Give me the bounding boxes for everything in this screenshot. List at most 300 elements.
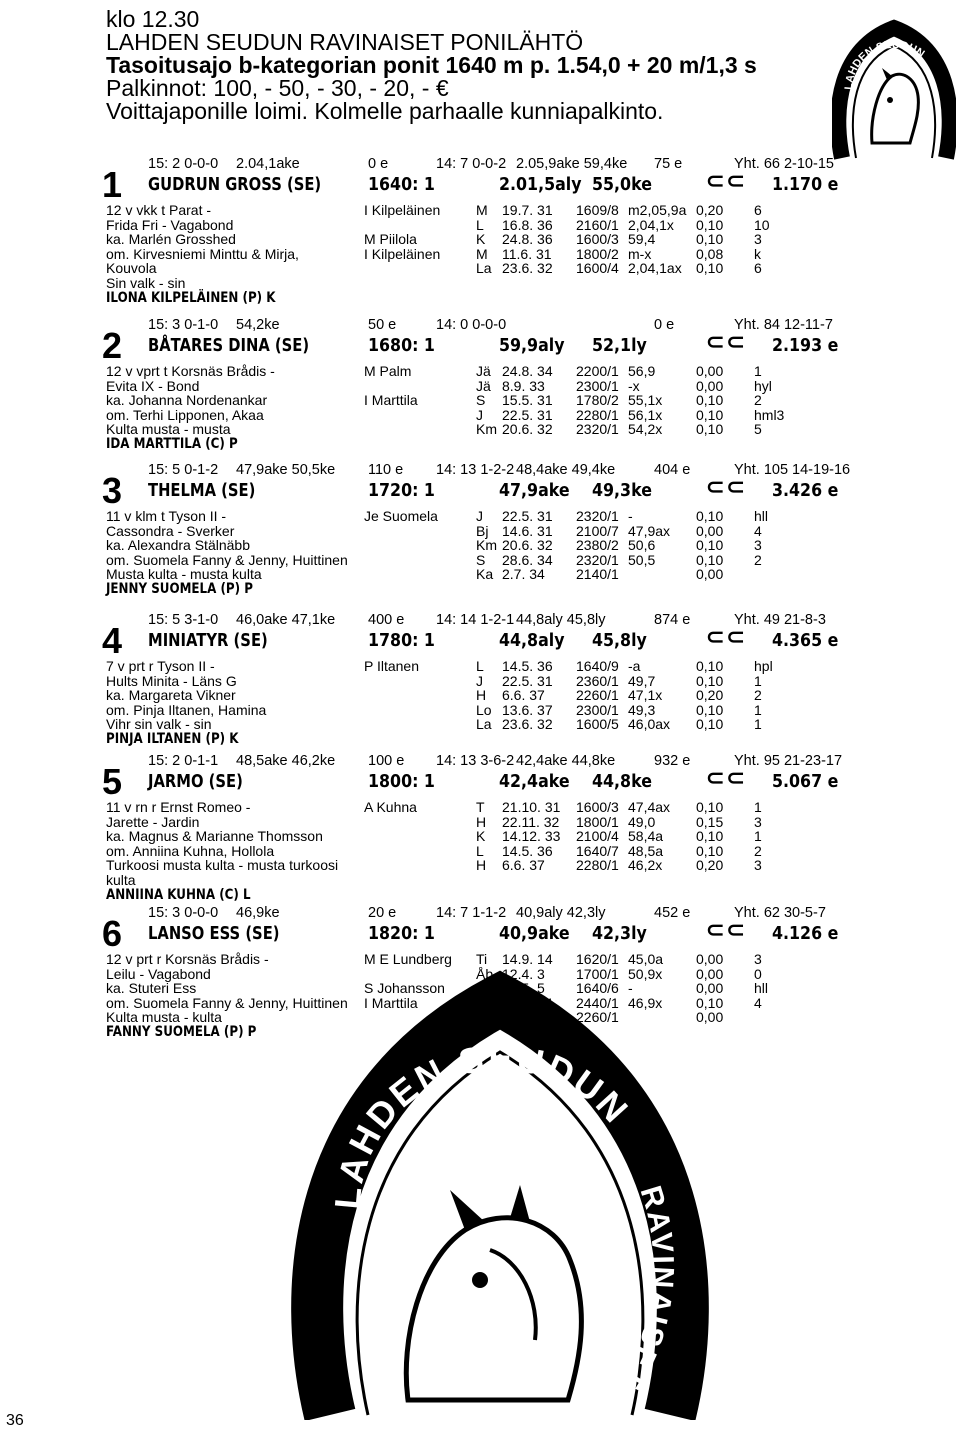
race-cell: 0,10 [696,392,724,409]
race-cell: 0,20 [696,687,724,704]
info-line: 12 v prt r Korsnäs Brådis - [106,951,269,967]
race-cell: 1 [754,363,762,379]
race-cell: 55,1x [628,392,663,409]
info-line: kulta [106,872,136,888]
race-cell: 5 [754,421,762,438]
race-cell: hml3 [754,406,785,423]
record-volt: 55,0ke [592,174,652,195]
race-cell: Bj [476,522,489,539]
stats-2015-earnings: 50 e [368,317,397,333]
race-cell: 1609/8 [576,202,619,218]
race-cell: S [476,392,486,409]
race-cell: 2100/7 [576,522,619,539]
stats-2015-record: 46,0ake 47,1ke [236,612,336,628]
race-cell: -x [628,377,640,394]
race-cell: 0,08 [696,245,724,262]
race-cell: 22.5. 31 [502,406,553,423]
stats-2014-earnings: 0 e [654,317,675,333]
info-line: Sin valk - sin [106,275,186,291]
race-cell: 16.8. 36 [502,216,553,233]
info-line: Musta kulta - musta kulta [106,566,262,583]
race-cell: 1700/1 [576,965,619,982]
info-line: Kulta musta - musta [106,421,231,438]
race-cell: La [476,260,492,277]
race-cell: 2380/2 [576,537,619,554]
info-line: ka. Johanna Nordenankar [106,392,268,409]
horse-name: LANSO ESS (SE) [148,923,280,944]
record-auto: 44,8aly [499,630,565,651]
race-cell: 23.6. 32 [502,716,553,733]
stats-2014-earnings: 75 e [654,156,683,172]
race-cell: 2320/1 [576,421,619,438]
stats-2014: 14: 13 1-2-2 [436,462,515,478]
info-line: om. Terhi Lipponen, Akaa [106,406,264,423]
race-cell: J [476,406,483,423]
race-cell: 2,04,1x [628,216,674,233]
race-cell: 2280/1 [576,857,619,874]
stats-2015-record: 2.04,1ake [236,156,300,172]
stats-2015-record: 46,9ke [236,905,280,921]
race-cell: 22.5. 31 [502,672,553,689]
race-cell: 56,9 [628,363,656,379]
race-cell: 0,10 [696,260,724,277]
horse-entry [102,462,851,603]
stats-2015-earnings: 400 e [368,612,405,628]
race-cell: 49,3 [628,701,656,718]
record-auto: 2.01,5aly [499,174,582,195]
trainer-name: Je Suomela [364,508,438,524]
info-line: Cassondra - Sverker [106,522,235,539]
race-time: klo 12.30 [106,6,200,32]
race-cell: L [476,842,484,859]
race-cell: 4 [754,522,762,539]
stats-total: Yht. 62 30-5-7 [734,905,826,921]
race-cell: 10 [754,216,770,233]
shoe-icon: ⊂⊂ [706,168,747,193]
driver-name: IDA MARTTILA (C) P [106,436,238,452]
race-cell: 0,10 [696,658,724,674]
race-cell: 0,10 [696,508,724,524]
race-cell: - [628,508,633,524]
race-cell: 22.11. 32 [502,813,560,830]
stats-2014: 14: 7 1-1-2 [436,905,507,921]
race-cell: 2300/1 [576,377,619,394]
record-volt: 49,3ke [592,480,652,501]
race-cell: 0 [754,965,762,982]
horse-entry [102,156,846,306]
race-cell: Jä [476,363,491,379]
info-line: Vihr sin valk - sin [106,716,212,733]
race-cell: 49,7 [628,672,656,689]
horse-entry [102,905,846,1046]
race-cell: 1640/6 [576,980,619,997]
race-cell: 2 [754,842,762,859]
shoe-icon: ⊂⊂ [706,329,747,354]
race-cell: 2360/1 [576,672,619,689]
race-cell: Jä [476,980,491,997]
race-cell: 0,00 [696,965,724,982]
race-cell: -a [628,658,641,674]
race-cell: Ka [476,566,494,583]
race-cell: 49,0 [628,813,656,830]
start-distance: 1640: 1 [368,174,435,195]
race-cell: 24.8. 36 [502,231,553,248]
race-cell: 3 [754,951,762,967]
race-cell: 0,10 [696,421,724,438]
start-number: 5 [102,761,123,802]
race-cell: 0,10 [696,672,724,689]
race-cell: 0,00 [696,566,724,583]
race-cell: 2320/1 [576,551,619,568]
driver-name: ANNIINA KUHNA (C) L [106,886,251,903]
trainer-name: M Palm [364,363,412,379]
race-cell: 28.6. 34 [502,551,553,568]
horse-entry [102,612,846,753]
stats-total: Yht. 105 14-19-16 [734,462,851,478]
race-note: Voittajaponille loimi. Kolmelle parhaalle kunniapalkinto. [106,98,664,124]
race-cell: 2260/1 [576,1009,619,1026]
race-cell: 2260/1 [576,687,619,704]
shoe-icon: ⊂⊂ [706,765,747,790]
race-cell: 1600/3 [576,799,619,815]
stats-2014-earnings: 932 e [654,753,691,769]
start-number: 4 [102,620,123,661]
race-cell: 6 [754,202,762,218]
race-cell: 3 [754,857,762,874]
race-cell: Km [476,421,497,438]
trainer-name: I Marttila [364,392,418,409]
record-volt: 44,8ke [592,771,652,792]
stats-2015: 15: 2 0-1-1 [148,753,219,769]
race-cell: 46,0ax [628,716,671,733]
race-cell: hpl [754,658,773,674]
race-cell: 0,10 [696,701,724,718]
info-line: 11 v rn r Ernst Romeo - [106,799,251,815]
race-cell: 22.5. 31 [502,508,553,524]
trainer-name: S Johansson [364,980,445,997]
info-line: Frida Fri - Vagabond [106,216,234,233]
race-cell: 2440/1 [576,994,619,1011]
info-line: om. Anniina Kuhna, Hollola [106,842,275,859]
race-cell: 0,10 [696,994,724,1011]
race-cell: 19.7. 31 [502,202,553,218]
race-cell: 0,00 [696,363,724,379]
race-cell: 3 [754,813,762,830]
race-cell: 17.5. 5 [502,980,545,997]
info-line: Kulta musta - kulta [106,1009,222,1026]
race-cell: 1600/4 [576,260,619,277]
race-cell: 59,4 [628,231,656,248]
race-cell: 3 [754,537,762,554]
race-cell: Jä [476,377,491,394]
trainer-name: I Marttila [364,994,418,1011]
info-line: Jarette - Jardin [106,813,200,830]
race-cell: 0,15 [696,813,724,830]
race-cell: 14.5. 36 [502,842,553,859]
trainer-name: M Piilola [364,231,417,248]
driver-name: ILONA KILPELÄINEN (P) K [106,289,276,306]
race-cell: 1640/9 [576,658,619,674]
race-cell: 0,20 [696,857,724,874]
race-cell: 0,00 [696,951,724,967]
race-cell: 24.8. 34 [502,363,553,379]
info-line: 7 v prt r Tyson II - [106,658,215,674]
race-cell: 54,2x [628,421,663,438]
stats-2014-record: 44,8aly 45,8ly [516,612,606,628]
earnings-total: 5.067 e [772,771,839,792]
stats-2015: 15: 3 0-1-0 [148,317,219,333]
race-cell: 0,00 [696,522,724,539]
race-cell: 2300/1 [576,701,619,718]
race-header [106,8,826,123]
race-cell: 47,9ax [628,522,671,539]
race-cell: L [476,658,484,674]
stats-2015: 15: 5 3-1-0 [148,612,219,628]
race-cell: Ti [476,951,488,967]
race-cell: 45,0a [628,951,664,967]
race-cell: 1 [754,701,762,718]
race-cell: 2160/1 [576,216,619,233]
race-cell: 1 [754,828,762,845]
trainer-name: I Kilpeläinen [364,202,441,218]
info-line: ka. Magnus & Marianne Thomsson [106,828,323,845]
race-cell: hll [754,508,769,524]
race-cell: 46,9x [628,994,663,1011]
start-distance: 1720: 1 [368,480,435,501]
logo-text-top: LAHDEN SEUDUN [842,38,927,91]
race-cell: 0,10 [696,551,724,568]
info-line: ka. Stuteri Ess [106,980,197,997]
info-line: 12 v vkk t Parat - [106,202,212,218]
race-cell: 11.6. 31 [502,245,552,262]
race-cell: 2,04,1ax [628,260,682,277]
stats-2015-earnings: 0 e [368,156,389,172]
info-line: ka. Marlén Grosshed [106,231,236,248]
stats-2015-earnings: 100 e [368,753,405,769]
race-cell: 47,1x [628,687,663,704]
race-cell: 1780/2 [576,392,619,409]
horse-name: MINIATYR (SE) [148,630,268,651]
info-line: ka. Margareta Vikner [106,687,236,704]
race-cell: 50,5 [628,551,656,568]
race-cell: 0,10 [696,537,724,554]
race-cell: 1620/1 [576,951,619,967]
race-cell: 4 [754,994,762,1011]
info-line: Kouvola [106,260,157,277]
start-distance: 1800: 1 [368,771,435,792]
record-auto: 42,4ake [499,771,570,792]
stats-2014-record: 48,4ake 49,4ke [516,462,616,478]
trainer-name: I Kilpeläinen [364,245,441,262]
race-cell: m-x [628,245,652,262]
race-cell: K [476,828,486,845]
info-line: Turkoosi musta kulta - musta turkoosi [106,857,339,874]
race-cell: 14.5. 36 [502,658,553,674]
driver-name: FANNY SUOMELA (P) P [106,1024,257,1040]
race-cell: 0,10 [696,231,724,248]
driver-name: JENNY SUOMELA (P) P [106,581,253,597]
race-cell: 6.6. 37 [502,687,545,704]
stats-2014: 14: 14 1-2-1 [436,612,515,628]
driver-name: PINJA ILTANEN (P) K [106,731,239,747]
race-cell: 2100/4 [576,828,619,845]
start-number: 6 [102,913,123,954]
stats-2014-record: 2.05,9ake 59,4ke [516,156,628,172]
race-cell: 23.6. 32 [502,260,553,277]
race-cell: - [628,980,633,997]
record-auto: 40,9ake [499,923,570,944]
info-line: om. Kirvesniemi Minttu & Mirja, [106,245,299,262]
start-distance: 1680: 1 [368,335,435,356]
stats-2014-earnings: 404 e [654,462,691,478]
stats-total: Yht. 84 12-11-7 [734,317,833,333]
race-cell: 50,6 [628,537,656,554]
race-cell: 0,00 [696,1009,724,1026]
race-cell: 3 [754,231,762,248]
race-cell: m2,05,9a [628,202,687,218]
race-cell: M [476,245,488,262]
race-cell: 13.6. 37 [502,701,553,718]
race-cell: 0,10 [696,716,724,733]
race-cell: Lo [476,701,492,718]
race-cell: 0,10 [696,216,724,233]
stats-2014-record: 40,9aly 42,3ly [516,905,606,921]
race-cell: H [476,687,487,704]
record-volt: 52,1ly [592,335,647,356]
trainer-name: A Kuhna [364,799,417,815]
race-cell: 1800/1 [576,813,619,830]
race-cell: 1 [754,716,762,733]
stats-total: Yht. 49 21-8-3 [734,612,826,628]
earnings-total: 3.426 e [772,480,839,501]
race-cell: 56,1x [628,406,663,423]
race-cell: hll [754,980,769,997]
race-cell: S [476,551,486,568]
race-cell: 2.7. 34 [502,1009,545,1026]
race-cell: 2140/1 [576,566,619,583]
info-line: Evita IX - Bond [106,377,200,394]
race-cell: 2 [754,687,762,704]
horse-entry [102,317,846,458]
start-number: 2 [102,325,123,366]
info-line: 12 v vprt t Korsnäs Brådis - [106,363,275,379]
stats-total: Yht. 66 2-10-15 [734,156,834,172]
race-cell: 14.12. 33 [502,828,561,845]
race-cell: 0,10 [696,828,724,845]
stats-2015-record: 54,2ke [236,317,280,333]
horse-name: GUDRUN GROSS (SE) [148,174,322,195]
race-cell: k [754,245,761,262]
race-cell: J [476,508,483,524]
race-cell: 2280/1 [576,406,619,423]
start-number: 1 [102,164,123,205]
stats-2014-earnings: 452 e [654,905,691,921]
earnings-total: 4.365 e [772,630,839,651]
watermark-text-top: LAHDEN SEUDUN [326,1036,638,1211]
race-cell: 6.6. 37 [502,857,545,874]
race-cell: 2200/1 [576,363,619,379]
trainer-name: M E Lundberg [364,951,452,967]
race-title: LAHDEN SEUDUN RAVINAISET PONILÄHTÖ [106,29,584,55]
race-cell: 1 [754,672,762,689]
race-info: Tasoitusajo b-kategorian ponit 1640 m p. 1.54,0 + 20 m/1,3 s [106,52,757,78]
stats-2014-earnings: 874 e [654,612,691,628]
race-cell: S [476,994,486,1011]
info-line: Hults Minita - Läns G [106,672,237,689]
start-number: 3 [102,470,123,511]
shoe-icon: ⊂⊂ [706,917,747,942]
race-cell: 2.7. 34 [502,566,545,583]
trainer-name: P Iltanen [364,658,420,674]
record-auto: 59,9aly [499,335,565,356]
race-cell: 21.10. 31 [502,799,561,815]
race-cell: 50,9x [628,965,663,982]
record-volt: 42,3ly [592,923,647,944]
info-line: om. Suomela Fanny & Jenny, Huittinen [106,551,348,568]
stats-2015: 15: 3 0-0-0 [148,905,219,921]
race-cell: 0,20 [696,202,724,218]
race-cell: 1600/5 [576,716,619,733]
info-line: 11 v klm t Tyson II - [106,508,227,524]
race-cell: 20.6. 32 [502,537,553,554]
race-cell: 0,10 [696,799,724,815]
horse-name: BÅTARES DINA (SE) [148,335,310,356]
info-line: ka. Alexandra Stälnäbb [106,537,250,554]
record-auto: 47,9ake [499,480,570,501]
race-cell: H [476,813,487,830]
stats-2014: 14: 7 0-0-2 [436,156,507,172]
start-distance: 1780: 1 [368,630,435,651]
shoe-icon: ⊂⊂ [706,624,747,649]
info-line: Leilu - Vagabond [106,965,211,982]
race-cell: 0,10 [696,842,724,859]
race-cell: 20.6. 32 [502,421,553,438]
race-cell: 28.6. 34 [502,994,553,1011]
stats-2015-earnings: 110 e [368,462,404,478]
race-cell: 2 [754,551,762,568]
stats-2015-record: 48,5ake 46,2ke [236,753,336,769]
race-cell: 46,2x [628,857,663,874]
race-cell: K [476,231,486,248]
race-cell: La [476,716,492,733]
race-cell: J [476,672,483,689]
shoe-icon: ⊂⊂ [706,474,747,499]
race-cell: 14.9. 14 [502,951,553,967]
race-cell: 12.4. 3 [502,965,545,982]
watermark-text-side: RAVINAISET [613,1182,680,1396]
earnings-total: 4.126 e [772,923,839,944]
earnings-total: 2.193 e [772,335,839,356]
info-line: om. Pinja Iltanen, Hamina [106,701,267,718]
earnings-total: 1.170 e [772,174,839,195]
race-prizes: Palkinnot: 100, - 50, - 30, - 20, - € [106,75,449,101]
stats-total: Yht. 95 21-23-17 [734,753,843,769]
race-cell: L [476,216,484,233]
stats-2014-record: 42,4ake 44,8ke [516,753,616,769]
stats-2015-earnings: 20 e [368,905,397,921]
race-cell: 1640/7 [576,842,619,859]
record-volt: 45,8ly [592,630,647,651]
race-cell: 0,00 [696,377,724,394]
stats-2014: 14: 0 0-0-0 [436,317,507,333]
race-cell: 58,4a [628,828,664,845]
race-cell: T [476,799,485,815]
race-cell: Ka [476,1009,494,1026]
stats-2015: 15: 2 0-0-0 [148,156,219,172]
horse-entry [102,753,846,903]
race-cell: Åb [476,965,494,982]
race-cell: 0,00 [696,980,724,997]
